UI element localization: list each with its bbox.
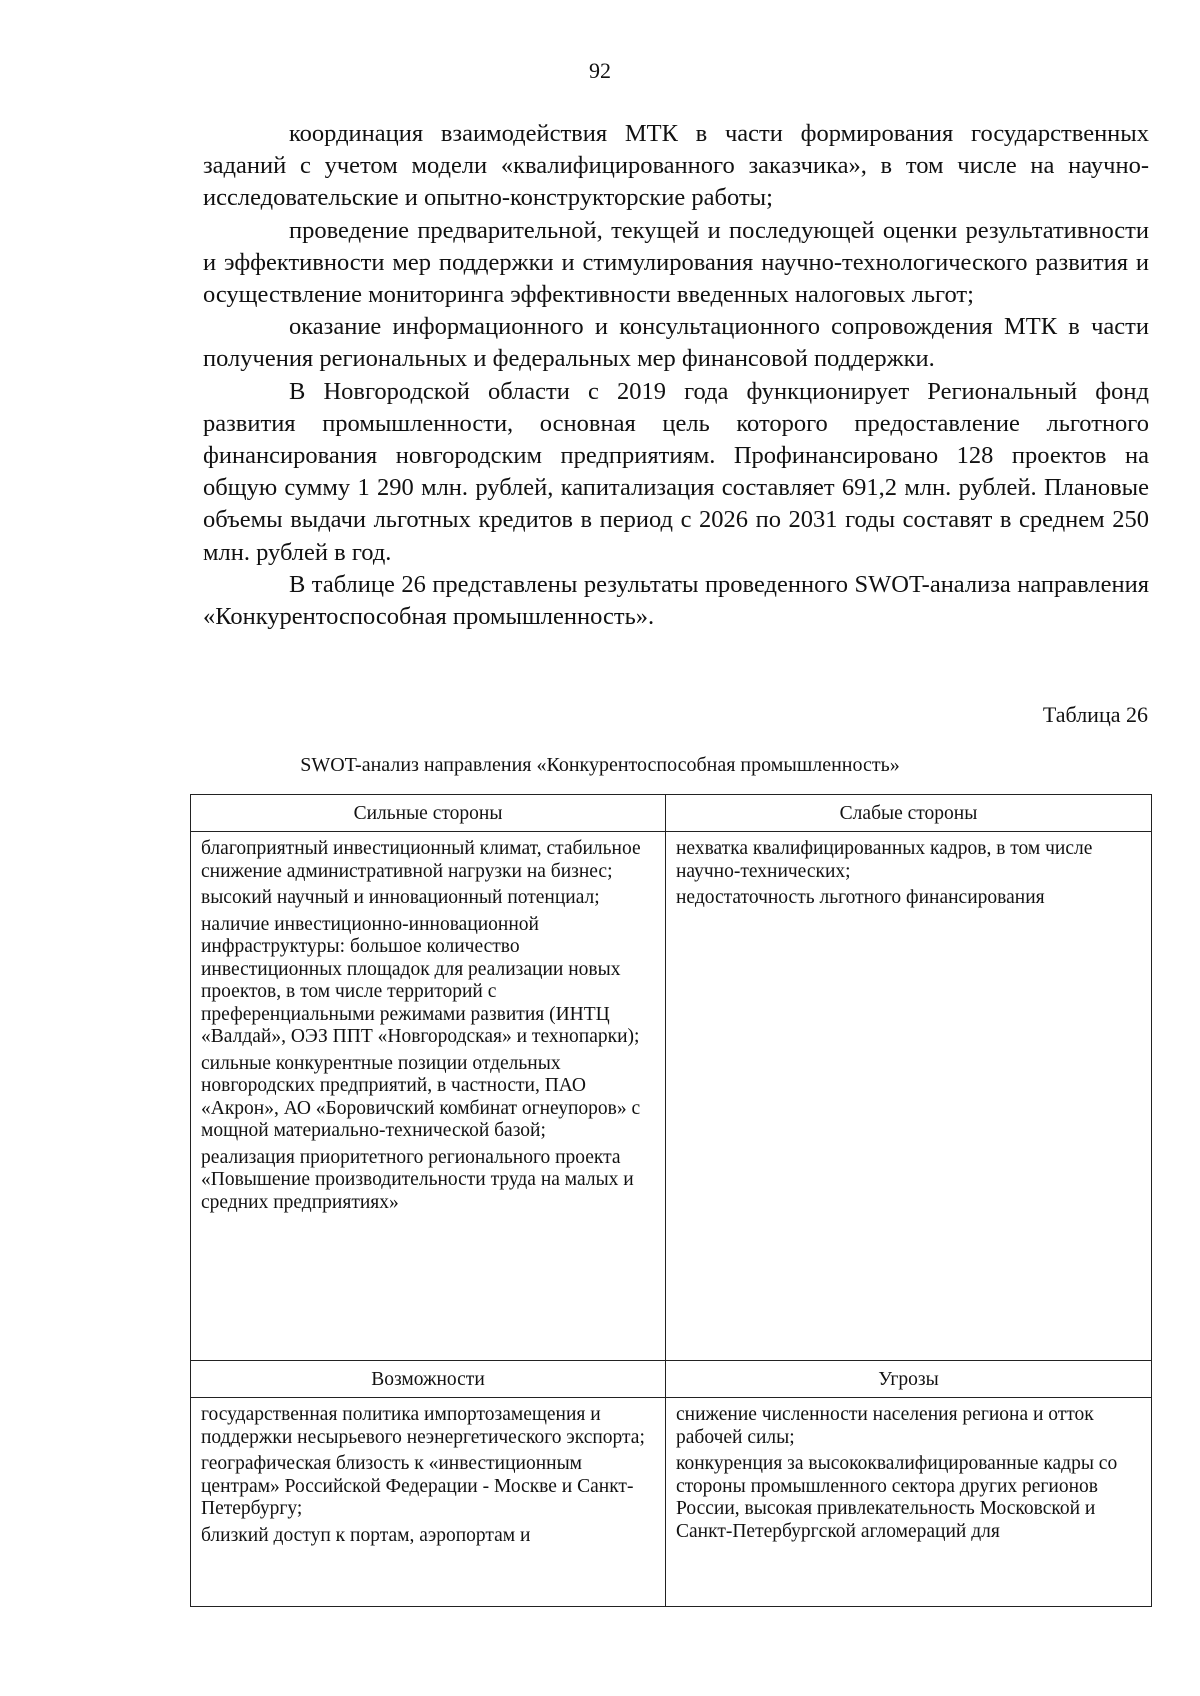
paragraph: В Новгородской области с 2019 года функционирует Региональный фонд развития промышленности, основная цель которого предоставление льготного финансирования новгородским предприятиям. Профинансировано 128 проектов на общую сумму 1 290 млн. рублей, капитализация составляет 691,2 млн. рублей. Плановые объемы выдачи льготных кредитов в период с 2026 по 2031 годы составят в среднем 250 млн. рублей в год. [203,377,1149,566]
page-number: 92 [589,58,611,83]
weakness-item: недостаточность льготного финансирования [676,887,1045,908]
paragraph: В таблице 26 представлены результаты проведенного SWOT-анализа направления «Конкурентоспособная промышленность». [203,570,1149,631]
threat-item: снижение численности населения региона и отток рабочей силы; [676,1404,1094,1448]
weakness-item: нехватка квалифицированных кадров, в том числе научно-технических; [676,838,1093,882]
weaknesses-cell [666,832,1152,1361]
strength-item: сильные конкурентные позиции отдельных новгородских предприятий, в частности, ПАО «Акрон», АО «Боровичский комбинат огнеупоров» с мощной материально-технической базой; [201,1052,641,1141]
paragraph: оказание информационного и консультационного сопровождения МТК в части получения региональных и федеральных мер финансовой поддержки. [203,313,1149,373]
swot-header-row [191,1361,1152,1398]
strengths-header: Сильные стороны [191,795,666,832]
swot-table [190,794,1152,1607]
opportunities-cell [191,1398,666,1607]
table-number: Таблица 26 [1042,702,1148,727]
paragraph: проведение предварительной, текущей и последующей оценки результативности и эффективности мер поддержки и стимулирования научно-технологического развития и осуществление мониторинга эффективности введенных налоговых льгот; [203,216,1149,309]
table-caption: SWOT-анализ направления «Конкурентоспособная промышленность» [300,754,900,776]
swot-row [191,1398,1152,1607]
opportunities-header: Возможности [191,1361,666,1398]
opportunity-item: государственная политика импортозамещения и поддержки несырьевого неэнергетического экспорта; [201,1404,645,1448]
paragraph: координация взаимодействия МТК в части формирования государственных заданий с учетом модели «квалифицированного заказчика», в том числе на научно-исследовательские и опытно-конструкторские работы; [203,120,1149,212]
opportunity-item: близкий доступ к портам, аэропортам и [201,1524,531,1546]
opportunity-item: географическая близость к «инвестиционным центрам» Российской Федерации - Москве и Санкт-Петербургу; [201,1453,634,1519]
threat-item: конкуренция за высококвалифицированные кадры со стороны промышленного сектора других регионов России, высокая привлекательность Московской и Санкт-Петербургской агломераций для [676,1453,1118,1542]
body-text [203,118,1149,633]
swot-row [191,832,1152,1361]
strengths-cell [191,832,666,1361]
weaknesses-header: Слабые стороны [666,795,1152,832]
threats-header: Угрозы [666,1361,1152,1398]
threats-cell [666,1398,1152,1607]
strength-item: реализация приоритетного регионального проекта «Повышение производительности труда на малых и средних предприятиях» [201,1146,634,1213]
strength-item: высокий научный и инновационный потенциал; [201,887,600,908]
strength-item: благоприятный инвестиционный климат, стабильное снижение административной нагрузки на бизнес; [201,838,641,882]
strength-item: наличие инвестиционно-инновационной инфраструктуры: большое количество инвестиционных площадок для реализации новых проектов, в том числе территорий с преференциальными режимами развития (ИНТЦ «Валдай», ОЭЗ ППТ «Новгородская» и технопарки); [201,913,640,1047]
swot-header-row [191,795,1152,832]
